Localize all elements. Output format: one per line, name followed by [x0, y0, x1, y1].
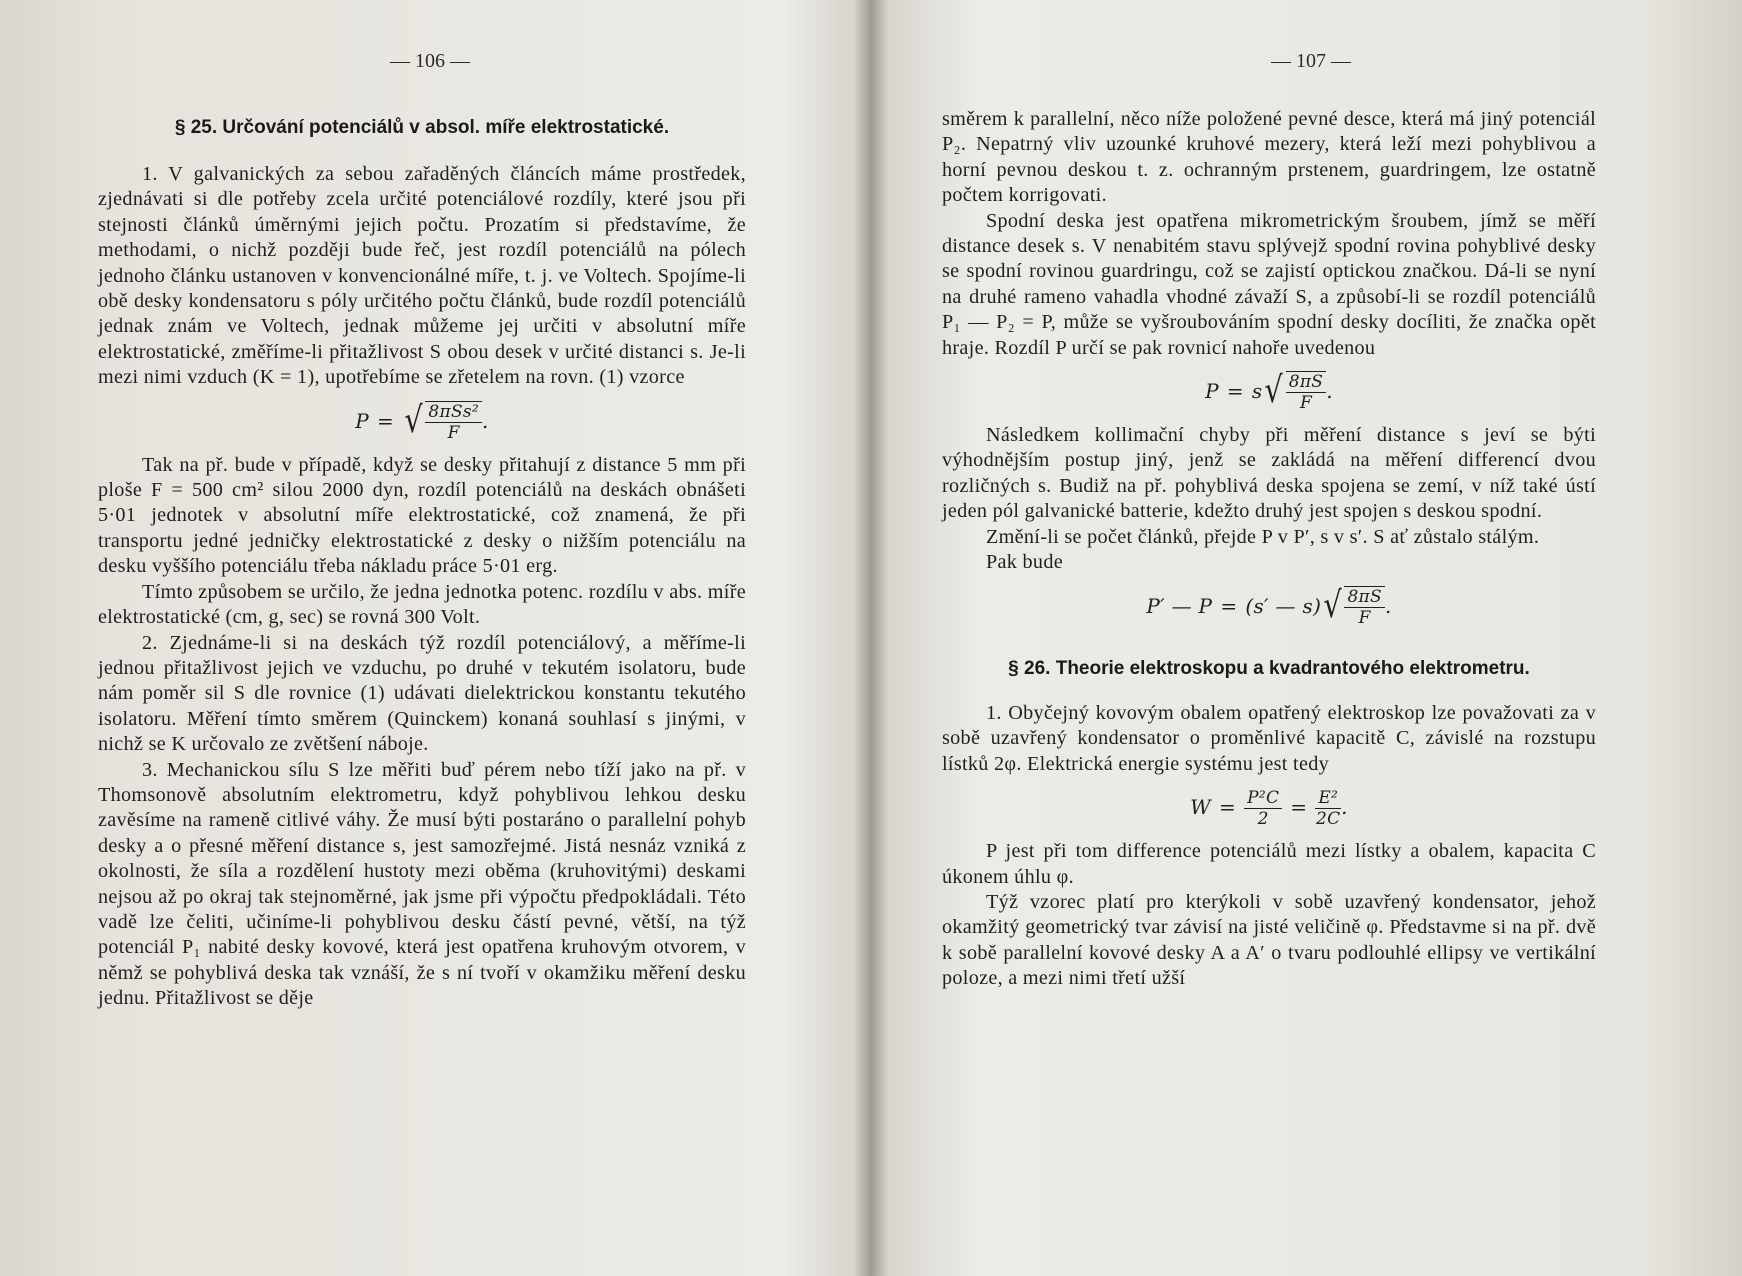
paragraph: Pak bude — [986, 551, 1063, 574]
paragraph: 1. V galvanických za sebou zařaděných článcích máme prostředek, zjednávati si dle potřeby zcela určité potenciálové rozdíly, které jsou při stejnosti článků úměrnými jejich počtu. Prozatím si představíme, že methodami, o nichž později bude řeč, jest rozdíl potenciálů na pólech jednoho článku ustanoven v konvencionálné míře, t. j. ve Voltech. Spojíme-li obě desky kondensatoru s póly určitého počtu článků, bude rozdíl potenciálů jednak znám ve Voltech, jednak můžeme jej určiti v absolutní míře elektrostatické, změříme-li přitažlivost S obou desek v určité distanci s. Je-li mezi nimi vzduch (K = 1), upotřebíme se zřetelem na rovn. (1) vzorce — [98, 163, 746, 389]
fraction — [1244, 788, 1282, 829]
paragraph: Následkem kollimační chyby při měření distance s jeví se býti výhodnějším postup jiný, jenž se zakládá na měření differencí dvou rozličných s. Budiž na př. pohyblivá deska spojena se zemí, v níž také ústí jeden pól galvanické batterie, kdežto druhý jest spojen s deskou spodní. — [942, 424, 1596, 523]
section-heading: § 25. Určování potenciálů v absol. míře elektrostatické. — [174, 117, 670, 138]
fraction — [1344, 586, 1385, 628]
denominator: F — [1358, 607, 1371, 628]
fraction — [1315, 788, 1341, 829]
formula-tail: . — [1341, 795, 1348, 820]
page-number: — 106 — — [390, 50, 470, 72]
formula-equals: = — [1220, 593, 1238, 618]
formula-lhs: P — [1205, 379, 1219, 404]
formula-tail: . — [482, 408, 489, 433]
fraction — [1286, 371, 1327, 413]
radical-sign: √ — [1264, 370, 1284, 412]
paragraph: směrem k parallelní, něco níže položené pevné desce, která má jiný potenciál P₂. Nepatrný vliv uzounké kruhové mezery, která leží mezi pohyblivou a horní pevnou deskou t. z. ochranným prstenem, guardringem, lze ostatně počtem korrigovati. — [942, 108, 1596, 207]
paragraph: Spodní deska jest opatřena mikrometrickým šroubem, jímž se měří distance desek s. V nenabitém stavu splývejž spodní rovina pohyblivé desky se spodní rovinou guardringu, což se zajistí optickou značkou. Dá-li se nyní na druhé rameno vahadla vhodné závaží S, a způsobí-li se rozdíl potenciálů P₁ — P₂ = P, může se vyšroubováním spodní desky docíliti, že značka opět hraje. Rozdíl P určí se pak rovnicí nahoře uvedenou — [942, 209, 1596, 359]
radical-sign: √ — [1323, 584, 1343, 626]
formula-tail: . — [1384, 593, 1392, 618]
formula-equals: = — [377, 408, 395, 433]
fraction — [425, 401, 482, 443]
formula-factor: (s′ — s) — [1245, 593, 1322, 618]
left-page — [0, 0, 860, 1276]
paragraph: Tak na př. bude v případě, když se desky přitahují z distance 5 mm při ploše F = 500 cm² silou 2000 dyn, rozdíl potenciálů na deskách obnášeti 5·01 jednotek v absolutní míře elektrostatické, což znamená, že při transportu jedné jedničky elektrostatické z desky o nižším potenciálu na desku vyššího potenciálu třeba nákladu práce 5·01 erg. — [98, 453, 746, 578]
numerator: 8πS — [1344, 586, 1385, 608]
square-root — [1321, 586, 1385, 628]
formula — [942, 783, 1596, 833]
denominator: 2 — [1257, 808, 1269, 829]
formula-equals: = — [1226, 379, 1244, 404]
numerator: 8πS — [1286, 371, 1327, 393]
formula-equals: = — [1219, 795, 1237, 820]
paragraph: 3. Mechanickou sílu S lze měřiti buď pérem nebo tíží jako na př. v Thomsonově absolutním elektrometru, když pohyblivou lehkou desku zavěsíme na rameně citlivé váhy. Že musí býti postaráno o parallelní pohyb desky a o přesné měření distance s, jest samozřejmé. Jistá nesnáz vzniká z okolnosti, že síla a rozdělení hustoty mezi oběma (kruhovitými) deskami nejsou až po okraj tak stejnoměrné, jak jsme při výpočtu předpokládali. Této vadě lze čeliti, učiníme-li pohyblivou desku částí pevné, větší, na týž potenciál P₁ nabité desky kovové, která jest opatřena kruhovým otvorem, v němž se pohyblivá deska tak vznáší, že s ní tvoří v okamžiku měření desku jednu. Přitažlivost se děje — [98, 758, 746, 1010]
square-root — [1262, 371, 1326, 413]
formula-factor: s — [1251, 379, 1263, 404]
radical-sign: √ — [404, 399, 424, 441]
paragraph: 1. Obyčejný kovovým obalem opatřený elektroskop lze považovati za v sobě uzavřený kondensator o proměnlivé kapacitě C, závislé na rozstupu lístků 2φ. Elektrická energie systému jest tedy — [942, 701, 1596, 775]
formula-tail: . — [1326, 379, 1333, 404]
body-text — [942, 107, 1596, 992]
formula-equals: = — [1290, 795, 1308, 820]
numerator: E² — [1315, 788, 1341, 809]
formula — [942, 582, 1596, 632]
body-text — [98, 162, 746, 1012]
paragraph: Týž vzorec platí pro kterýkoli v sobě uzavřený kondensator, jehož okamžitý geometrický tvar závisí na jisté veličině φ. Představme si na př. dvě k sobě parallelní kovové desky A a A′ o tvaru podlouhlé ellipsy ve vertikální poloze, a mezi nimi třetí užší — [942, 890, 1596, 990]
formula — [98, 397, 746, 447]
page-number: — 107 — — [1271, 50, 1351, 72]
denominator: F — [447, 422, 460, 443]
formula-lhs: P — [355, 408, 370, 433]
denominator: F — [1299, 393, 1313, 414]
formula-lhs: P′ — P — [1146, 593, 1213, 618]
section-heading: § 26. Theorie elektroskopu a kvadrantového elektrometru. — [1008, 657, 1530, 679]
numerator: P²C — [1244, 788, 1282, 809]
paragraph: 2. Zjednáme-li si na deskách týž rozdíl potenciálový, a měříme-li jednou přitažlivost jejich ve vzduchu, po druhé v tekutém isolatoru, bude nám poměr sil S dle rovnice (1) udávati dielektrickou konstantu tekutého isolatoru. Měření tímto směrem (Quinckem) konaná souhlasí s jinými, v nichž se K určovalo ze zvětšení náboje. — [98, 631, 746, 756]
denominator: 2C — [1316, 808, 1341, 829]
formula — [942, 367, 1596, 417]
paragraph: Tímto způsobem se určilo, že jedna jednotka potenc. rozdílu v abs. míře elektrostatické (cm, g, sec) se rovná 300 Volt. — [98, 580, 746, 629]
square-root — [402, 401, 482, 443]
paragraph: Změní-li se počet článků, přejde P v P′, s v s′. S ať zůstalo stálým. — [986, 525, 1540, 548]
numerator: 8πSs² — [425, 401, 482, 423]
formula-lhs: W — [1190, 795, 1212, 820]
paragraph: P jest při tom difference potenciálů mezi lístky a obalem, kapacita C úkonem úhlu φ. — [942, 840, 1596, 888]
right-page — [880, 0, 1742, 1276]
